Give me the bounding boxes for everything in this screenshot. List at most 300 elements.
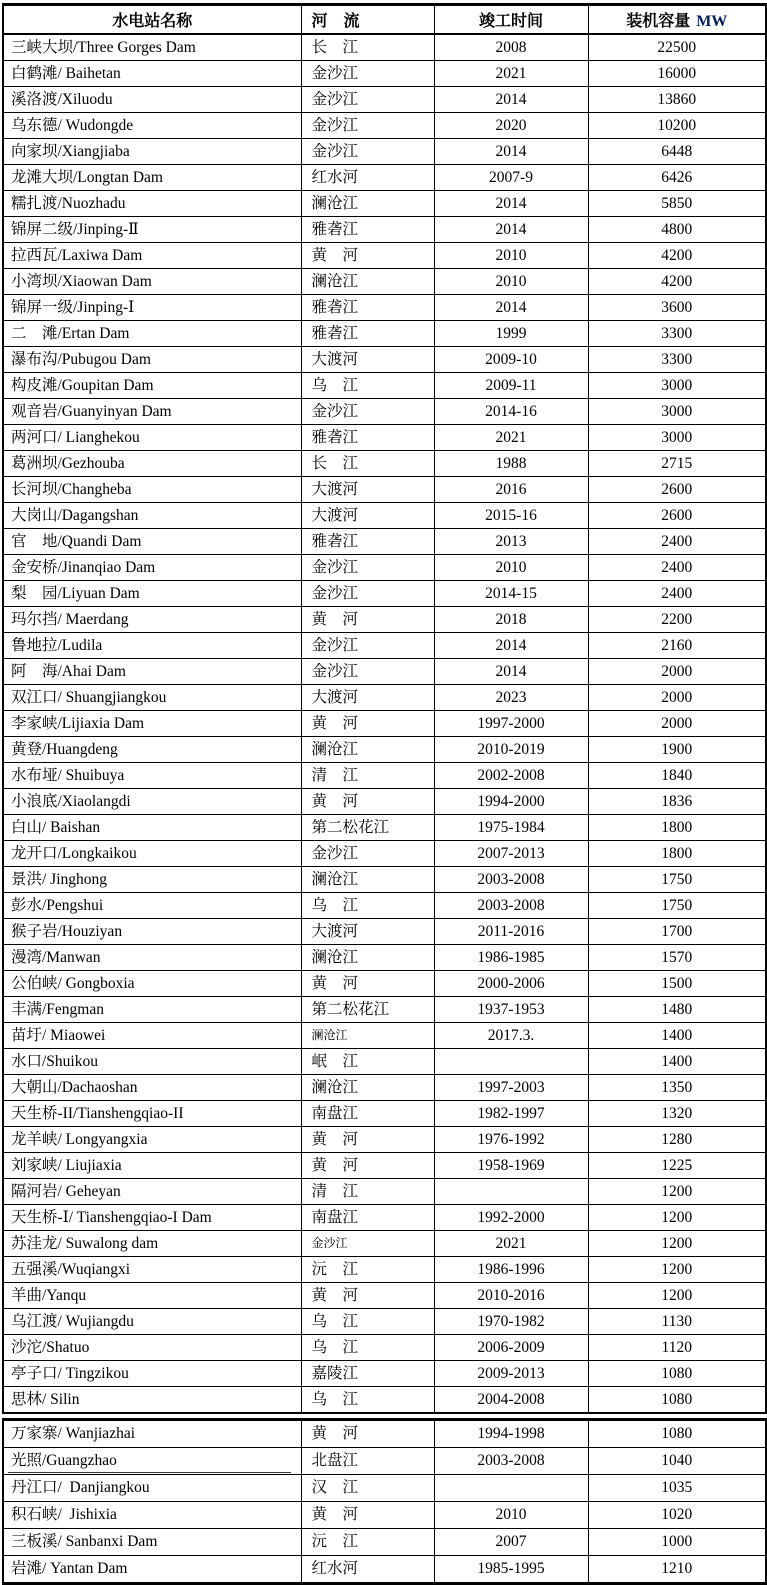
dam-river-cell: 金沙江 <box>301 399 434 425</box>
dam-capacity-cell: 1020 <box>588 1502 766 1529</box>
dam-name-cell: 梨 园/Liyuan Dam <box>3 581 301 607</box>
dam-river-cell: 黄 河 <box>301 1420 434 1448</box>
dam-river-cell: 沅 江 <box>301 1257 434 1283</box>
table-row <box>3 1475 766 1502</box>
table-row <box>3 1023 766 1049</box>
dam-completion-cell: 1988 <box>434 451 588 477</box>
dam-river-cell: 黄 河 <box>301 711 434 737</box>
dam-completion-cell: 2010 <box>434 269 588 295</box>
dam-name-cell: 构皮滩/Goupitan Dam <box>3 373 301 399</box>
dam-capacity-cell: 1120 <box>588 1335 766 1361</box>
table-row <box>3 789 766 815</box>
dam-completion-cell: 2014 <box>434 633 588 659</box>
dam-completion-cell: 2010-2019 <box>434 737 588 763</box>
dam-capacity-cell: 1836 <box>588 789 766 815</box>
dam-capacity-cell: 2160 <box>588 633 766 659</box>
dam-river-cell: 雅砻江 <box>301 217 434 243</box>
dam-river-cell: 澜沧江 <box>301 945 434 971</box>
dam-capacity-cell: 1750 <box>588 867 766 893</box>
dam-river-cell: 乌 江 <box>301 1309 434 1335</box>
dam-name-cell: 锦屏二级/Jinping-Ⅱ <box>3 217 301 243</box>
dam-name-cell: 鲁地拉/Ludila <box>3 633 301 659</box>
dam-completion-cell <box>434 1179 588 1205</box>
dam-name-cell: 观音岩/Guanyinyan Dam <box>3 399 301 425</box>
dam-capacity-cell: 1750 <box>588 893 766 919</box>
table-row <box>3 269 766 295</box>
dam-river-cell: 黄 河 <box>301 971 434 997</box>
dam-river-cell: 南盘江 <box>301 1101 434 1127</box>
dam-river-cell: 乌 江 <box>301 1335 434 1361</box>
column-header-installed-capacity <box>588 5 766 35</box>
dam-completion-cell: 2009-11 <box>434 373 588 399</box>
dam-capacity-cell: 1000 <box>588 1529 766 1556</box>
table-row <box>3 919 766 945</box>
table-row <box>3 945 766 971</box>
dam-name-cell: 刘家峡/ Liujiaxia <box>3 1153 301 1179</box>
table-row <box>3 87 766 113</box>
dam-completion-cell: 1975-1984 <box>434 815 588 841</box>
dam-capacity-cell: 2400 <box>588 529 766 555</box>
dam-completion-cell: 2003-2008 <box>434 893 588 919</box>
dam-completion-cell: 2018 <box>434 607 588 633</box>
dam-completion-cell: 1985-1995 <box>434 1556 588 1584</box>
dam-name-cell: 龙滩大坝/Longtan Dam <box>3 165 301 191</box>
dam-capacity-cell: 2400 <box>588 555 766 581</box>
dam-name-cell: 景洪/ Jinghong <box>3 867 301 893</box>
table-header-row <box>3 5 766 35</box>
table-row <box>3 685 766 711</box>
dam-river-cell: 红水河 <box>301 165 434 191</box>
dam-completion-cell: 2014 <box>434 191 588 217</box>
dam-capacity-cell: 1800 <box>588 815 766 841</box>
dam-name-cell: 苏洼龙/ Suwalong dam <box>3 1231 301 1257</box>
table-row <box>3 529 766 555</box>
table-row <box>3 451 766 477</box>
table-row <box>3 1101 766 1127</box>
dam-river-cell: 长 江 <box>301 34 434 61</box>
dam-name-cell: 长河坝/Changheba <box>3 477 301 503</box>
dam-name-cell: 金安桥/Jinanqiao Dam <box>3 555 301 581</box>
dam-capacity-cell: 10200 <box>588 113 766 139</box>
table-row <box>3 1448 766 1475</box>
dam-river-cell: 北盘江 <box>301 1448 434 1475</box>
dam-capacity-cell: 1200 <box>588 1231 766 1257</box>
dam-capacity-cell: 2000 <box>588 711 766 737</box>
dam-name-cell: 积石峡/ Jishixia <box>3 1502 301 1529</box>
dam-name-cell: 溪洛渡/Xiluodu <box>3 87 301 113</box>
dam-completion-cell <box>434 1049 588 1075</box>
dam-river-cell: 长 江 <box>301 451 434 477</box>
dam-river-cell: 金沙江 <box>301 87 434 113</box>
table-row <box>3 997 766 1023</box>
table-row <box>3 191 766 217</box>
dam-name-cell: 丹江口/ Danjiangkou <box>3 1475 301 1502</box>
dam-name-cell: 水口/Shuikou <box>3 1049 301 1075</box>
dam-completion-cell: 2008 <box>434 34 588 61</box>
table-row <box>3 1257 766 1283</box>
table-row <box>3 1387 766 1414</box>
dam-name-cell: 岩滩/ Yantan Dam <box>3 1556 301 1584</box>
table-row <box>3 1420 766 1448</box>
dam-capacity-cell: 1350 <box>588 1075 766 1101</box>
dam-river-cell: 金沙江 <box>301 1231 434 1257</box>
dam-completion-cell: 1992-2000 <box>434 1205 588 1231</box>
table-row <box>3 1361 766 1387</box>
dam-river-cell: 大渡河 <box>301 503 434 529</box>
dam-completion-cell: 2014-16 <box>434 399 588 425</box>
dam-completion-cell: 2009-2013 <box>434 1361 588 1387</box>
dam-river-cell: 金沙江 <box>301 841 434 867</box>
dam-name-cell: 瀑布沟/Pubugou Dam <box>3 347 301 373</box>
dam-river-cell: 嘉陵江 <box>301 1361 434 1387</box>
dam-capacity-cell: 1800 <box>588 841 766 867</box>
dam-name-cell: 白鹤滩/ Baihetan <box>3 61 301 87</box>
dam-capacity-cell: 4200 <box>588 243 766 269</box>
dam-completion-cell: 1986-1985 <box>434 945 588 971</box>
dam-river-cell: 雅砻江 <box>301 425 434 451</box>
dam-completion-cell: 2004-2008 <box>434 1387 588 1414</box>
dam-river-cell: 清 江 <box>301 1179 434 1205</box>
dam-river-cell: 金沙江 <box>301 113 434 139</box>
dam-capacity-cell: 1570 <box>588 945 766 971</box>
dam-capacity-cell: 1700 <box>588 919 766 945</box>
dam-river-cell: 红水河 <box>301 1556 434 1584</box>
dam-completion-cell: 2003-2008 <box>434 1448 588 1475</box>
dam-capacity-cell: 6448 <box>588 139 766 165</box>
dam-completion-cell: 1970-1982 <box>434 1309 588 1335</box>
dam-capacity-cell: 2000 <box>588 659 766 685</box>
dam-capacity-cell: 1480 <box>588 997 766 1023</box>
dam-completion-cell: 1976-1992 <box>434 1127 588 1153</box>
dam-name-cell: 三板溪/ Sanbanxi Dam <box>3 1529 301 1556</box>
table-row <box>3 34 766 61</box>
dam-completion-cell: 1997-2003 <box>434 1075 588 1101</box>
table-row <box>3 1127 766 1153</box>
table-row <box>3 1205 766 1231</box>
dam-capacity-cell: 1080 <box>588 1387 766 1414</box>
dam-capacity-cell: 3000 <box>588 373 766 399</box>
dam-river-cell: 金沙江 <box>301 139 434 165</box>
table-row <box>3 503 766 529</box>
dam-river-cell: 黄 河 <box>301 1127 434 1153</box>
dam-river-cell: 第二松花江 <box>301 815 434 841</box>
dam-completion-cell: 2007 <box>434 1529 588 1556</box>
dam-river-cell: 金沙江 <box>301 61 434 87</box>
table-row <box>3 815 766 841</box>
column-header-river: 河 流 <box>301 5 434 35</box>
dam-completion-cell <box>434 1475 588 1502</box>
dam-name-cell: 拉西瓦/Laxiwa Dam <box>3 243 301 269</box>
dam-capacity-cell: 1200 <box>588 1283 766 1309</box>
dam-river-cell: 雅砻江 <box>301 295 434 321</box>
dam-name-cell: 公伯峡/ Gongboxia <box>3 971 301 997</box>
dam-capacity-cell: 1200 <box>588 1179 766 1205</box>
dam-river-cell: 金沙江 <box>301 581 434 607</box>
dam-capacity-cell: 13860 <box>588 87 766 113</box>
dam-capacity-cell: 1080 <box>588 1361 766 1387</box>
dam-completion-cell: 2014 <box>434 87 588 113</box>
table-row <box>3 1283 766 1309</box>
dam-completion-cell: 2014-15 <box>434 581 588 607</box>
capacity-unit: MW <box>696 13 728 30</box>
dam-capacity-cell: 16000 <box>588 61 766 87</box>
dam-river-cell: 岷 江 <box>301 1049 434 1075</box>
table-row <box>3 399 766 425</box>
dam-name-cell: 白山/ Baishan <box>3 815 301 841</box>
dam-completion-cell: 2007-9 <box>434 165 588 191</box>
dam-river-cell: 黄 河 <box>301 1502 434 1529</box>
dam-river-cell: 黄 河 <box>301 607 434 633</box>
table-row <box>3 1335 766 1361</box>
dam-capacity-cell: 1200 <box>588 1205 766 1231</box>
dam-river-cell: 大渡河 <box>301 477 434 503</box>
dam-name-cell: 乌江渡/ Wujiangdu <box>3 1309 301 1335</box>
table-row <box>3 113 766 139</box>
dam-name-cell: 龙开口/Longkaikou <box>3 841 301 867</box>
dam-completion-cell: 2021 <box>434 425 588 451</box>
dam-name-cell: 万家寨/ Wanjiazhai <box>3 1420 301 1448</box>
dam-river-cell: 金沙江 <box>301 555 434 581</box>
dam-capacity-cell: 3300 <box>588 321 766 347</box>
dam-river-cell: 大渡河 <box>301 347 434 373</box>
dam-completion-cell: 2017.3. <box>434 1023 588 1049</box>
dam-capacity-cell: 1840 <box>588 763 766 789</box>
table-row <box>3 1153 766 1179</box>
table-row <box>3 321 766 347</box>
table-body-section-2 <box>3 1420 766 1584</box>
dam-capacity-cell: 4200 <box>588 269 766 295</box>
table-row <box>3 347 766 373</box>
dam-name-cell: 向家坝/Xiangjiaba <box>3 139 301 165</box>
dam-river-cell: 乌 江 <box>301 1387 434 1414</box>
dam-name-cell: 玛尔挡/ Maerdang <box>3 607 301 633</box>
dam-completion-cell: 2021 <box>434 1231 588 1257</box>
dam-river-cell: 雅砻江 <box>301 321 434 347</box>
dam-capacity-cell: 22500 <box>588 34 766 61</box>
dam-capacity-cell: 1080 <box>588 1420 766 1448</box>
table-row <box>3 1075 766 1101</box>
dam-name-cell: 乌东德/ Wudongde <box>3 113 301 139</box>
dam-name-cell: 光照/Guangzhao <box>3 1448 301 1475</box>
dam-completion-cell: 2016 <box>434 477 588 503</box>
dam-name-cell: 沙沱/Shatuo <box>3 1335 301 1361</box>
dam-capacity-cell: 3600 <box>588 295 766 321</box>
table-row <box>3 607 766 633</box>
dam-completion-cell: 2010-2016 <box>434 1283 588 1309</box>
table-row <box>3 763 766 789</box>
dam-completion-cell: 2020 <box>434 113 588 139</box>
dam-name-cell: 天生桥-II/Tianshengqiao-II <box>3 1101 301 1127</box>
dam-name-cell: 三峡大坝/Three Gorges Dam <box>3 34 301 61</box>
dam-capacity-cell: 3000 <box>588 425 766 451</box>
dam-name-cell: 猴子岩/Houziyan <box>3 919 301 945</box>
dam-name-cell: 糯扎渡/Nuozhadu <box>3 191 301 217</box>
dam-name-cell: 漫湾/Manwan <box>3 945 301 971</box>
hydropower-stations-table <box>2 3 767 1414</box>
dam-completion-cell: 2009-10 <box>434 347 588 373</box>
table-row <box>3 373 766 399</box>
dam-name-cell: 五强溪/Wuqiangxi <box>3 1257 301 1283</box>
dam-river-cell: 大渡河 <box>301 919 434 945</box>
table-row <box>3 243 766 269</box>
dam-river-cell: 澜沧江 <box>301 1075 434 1101</box>
dam-completion-cell: 2011-2016 <box>434 919 588 945</box>
dam-capacity-cell: 1200 <box>588 1257 766 1283</box>
dam-capacity-cell: 2600 <box>588 477 766 503</box>
dam-capacity-cell: 1210 <box>588 1556 766 1584</box>
column-header-completion-time: 竣工时间 <box>434 5 588 35</box>
table-row <box>3 711 766 737</box>
table-row <box>3 581 766 607</box>
table-row <box>3 737 766 763</box>
dam-completion-cell: 2013 <box>434 529 588 555</box>
dam-name-cell: 思林/ Silin <box>3 1387 301 1414</box>
dam-completion-cell: 1994-1998 <box>434 1420 588 1448</box>
dam-capacity-cell: 3000 <box>588 399 766 425</box>
dam-river-cell: 汉 江 <box>301 1475 434 1502</box>
table-row <box>3 893 766 919</box>
dam-completion-cell: 2000-2006 <box>434 971 588 997</box>
dam-completion-cell: 1982-1997 <box>434 1101 588 1127</box>
dam-river-cell: 澜沧江 <box>301 1023 434 1049</box>
dam-name-cell: 大朝山/Dachaoshan <box>3 1075 301 1101</box>
dam-capacity-cell: 1280 <box>588 1127 766 1153</box>
dam-completion-cell: 2010 <box>434 243 588 269</box>
table-row <box>3 61 766 87</box>
column-header-station-name: 水电站名称 <box>3 5 301 35</box>
dam-completion-cell: 1958-1969 <box>434 1153 588 1179</box>
table-row <box>3 139 766 165</box>
dam-name-cell: 丰满/Fengman <box>3 997 301 1023</box>
dam-capacity-cell: 2200 <box>588 607 766 633</box>
dam-capacity-cell: 5850 <box>588 191 766 217</box>
dam-name-cell: 大岗山/Dagangshan <box>3 503 301 529</box>
dam-completion-cell: 2014 <box>434 295 588 321</box>
table-row <box>3 477 766 503</box>
dam-name-cell: 彭水/Pengshui <box>3 893 301 919</box>
dam-capacity-cell: 6426 <box>588 165 766 191</box>
table-row <box>3 867 766 893</box>
dam-capacity-cell: 1900 <box>588 737 766 763</box>
dam-river-cell: 南盘江 <box>301 1205 434 1231</box>
dam-completion-cell: 2003-2008 <box>434 867 588 893</box>
table-row <box>3 1179 766 1205</box>
dam-name-cell: 两河口/ Lianghekou <box>3 425 301 451</box>
dam-completion-cell: 1999 <box>434 321 588 347</box>
dam-name-cell: 隔河岩/ Geheyan <box>3 1179 301 1205</box>
dam-capacity-cell: 1320 <box>588 1101 766 1127</box>
dam-name-cell: 小湾坝/Xiaowan Dam <box>3 269 301 295</box>
dam-river-cell: 澜沧江 <box>301 191 434 217</box>
dam-capacity-cell: 1225 <box>588 1153 766 1179</box>
dam-river-cell: 澜沧江 <box>301 737 434 763</box>
dam-capacity-cell: 1400 <box>588 1023 766 1049</box>
dam-river-cell: 澜沧江 <box>301 867 434 893</box>
table-row <box>3 425 766 451</box>
dam-completion-cell: 1937-1953 <box>434 997 588 1023</box>
dam-completion-cell: 1994-2000 <box>434 789 588 815</box>
dam-river-cell: 乌 江 <box>301 373 434 399</box>
dam-name-cell: 龙羊峡/ Longyangxia <box>3 1127 301 1153</box>
dam-completion-cell: 2014 <box>434 659 588 685</box>
dam-name-cell: 官 地/Quandi Dam <box>3 529 301 555</box>
dam-name-cell: 小浪底/Xiaolangdi <box>3 789 301 815</box>
dam-river-cell: 沅 江 <box>301 1529 434 1556</box>
dam-river-cell: 金沙江 <box>301 659 434 685</box>
dam-name-cell: 水布垭/ Shuibuya <box>3 763 301 789</box>
dam-completion-cell: 2007-2013 <box>434 841 588 867</box>
dam-river-cell: 黄 河 <box>301 1153 434 1179</box>
table-row <box>3 555 766 581</box>
capacity-label: 装机容量 <box>626 13 691 30</box>
dam-river-cell: 第二松花江 <box>301 997 434 1023</box>
dam-capacity-cell: 3300 <box>588 347 766 373</box>
dam-completion-cell: 2006-2009 <box>434 1335 588 1361</box>
dam-capacity-cell: 2715 <box>588 451 766 477</box>
dam-completion-cell: 2021 <box>434 61 588 87</box>
dam-river-cell: 金沙江 <box>301 633 434 659</box>
table-row <box>3 1529 766 1556</box>
dam-name-cell: 二 滩/Ertan Dam <box>3 321 301 347</box>
dam-capacity-cell: 1035 <box>588 1475 766 1502</box>
table-row <box>3 217 766 243</box>
table-row <box>3 295 766 321</box>
dam-name-cell: 黄登/Huangdeng <box>3 737 301 763</box>
dam-completion-cell: 2015-16 <box>434 503 588 529</box>
dam-name-cell: 苗圩/ Miaowei <box>3 1023 301 1049</box>
table-row <box>3 1231 766 1257</box>
dam-river-cell: 清 江 <box>301 763 434 789</box>
dam-capacity-cell: 2600 <box>588 503 766 529</box>
table-row <box>3 1502 766 1529</box>
table-row <box>3 1309 766 1335</box>
dam-completion-cell: 2014 <box>434 139 588 165</box>
dam-river-cell: 雅砻江 <box>301 529 434 555</box>
dam-name-cell: 葛洲坝/Gezhouba <box>3 451 301 477</box>
table-body-section-1 <box>3 34 766 1413</box>
dam-capacity-cell: 2000 <box>588 685 766 711</box>
dam-capacity-cell: 1040 <box>588 1448 766 1475</box>
dam-completion-cell: 2002-2008 <box>434 763 588 789</box>
dam-river-cell: 大渡河 <box>301 685 434 711</box>
dam-name-cell: 双江口/ Shuangjiangkou <box>3 685 301 711</box>
dam-completion-cell: 2010 <box>434 1502 588 1529</box>
dam-name-cell: 亭子口/ Tingzikou <box>3 1361 301 1387</box>
dam-river-cell: 黄 河 <box>301 1283 434 1309</box>
dam-capacity-cell: 2400 <box>588 581 766 607</box>
table-row <box>3 971 766 997</box>
dam-capacity-cell: 1400 <box>588 1049 766 1075</box>
dam-name-cell: 阿 海/Ahai Dam <box>3 659 301 685</box>
dam-capacity-cell: 1130 <box>588 1309 766 1335</box>
table-row <box>3 165 766 191</box>
dam-name-cell: 锦屏一级/Jinping-Ⅰ <box>3 295 301 321</box>
dam-capacity-cell: 4800 <box>588 217 766 243</box>
dam-completion-cell: 2014 <box>434 217 588 243</box>
dam-completion-cell: 2010 <box>434 555 588 581</box>
table-row <box>3 633 766 659</box>
table-row <box>3 659 766 685</box>
dam-river-cell: 乌 江 <box>301 893 434 919</box>
dam-capacity-cell: 1500 <box>588 971 766 997</box>
dam-river-cell: 黄 河 <box>301 243 434 269</box>
table-row <box>3 841 766 867</box>
dam-name-cell: 天生桥-Ⅰ/ Tianshengqiao-I Dam <box>3 1205 301 1231</box>
dam-river-cell: 澜沧江 <box>301 269 434 295</box>
dam-completion-cell: 1997-2000 <box>434 711 588 737</box>
dam-name-cell: 李家峡/Lijiaxia Dam <box>3 711 301 737</box>
table-row <box>3 1049 766 1075</box>
